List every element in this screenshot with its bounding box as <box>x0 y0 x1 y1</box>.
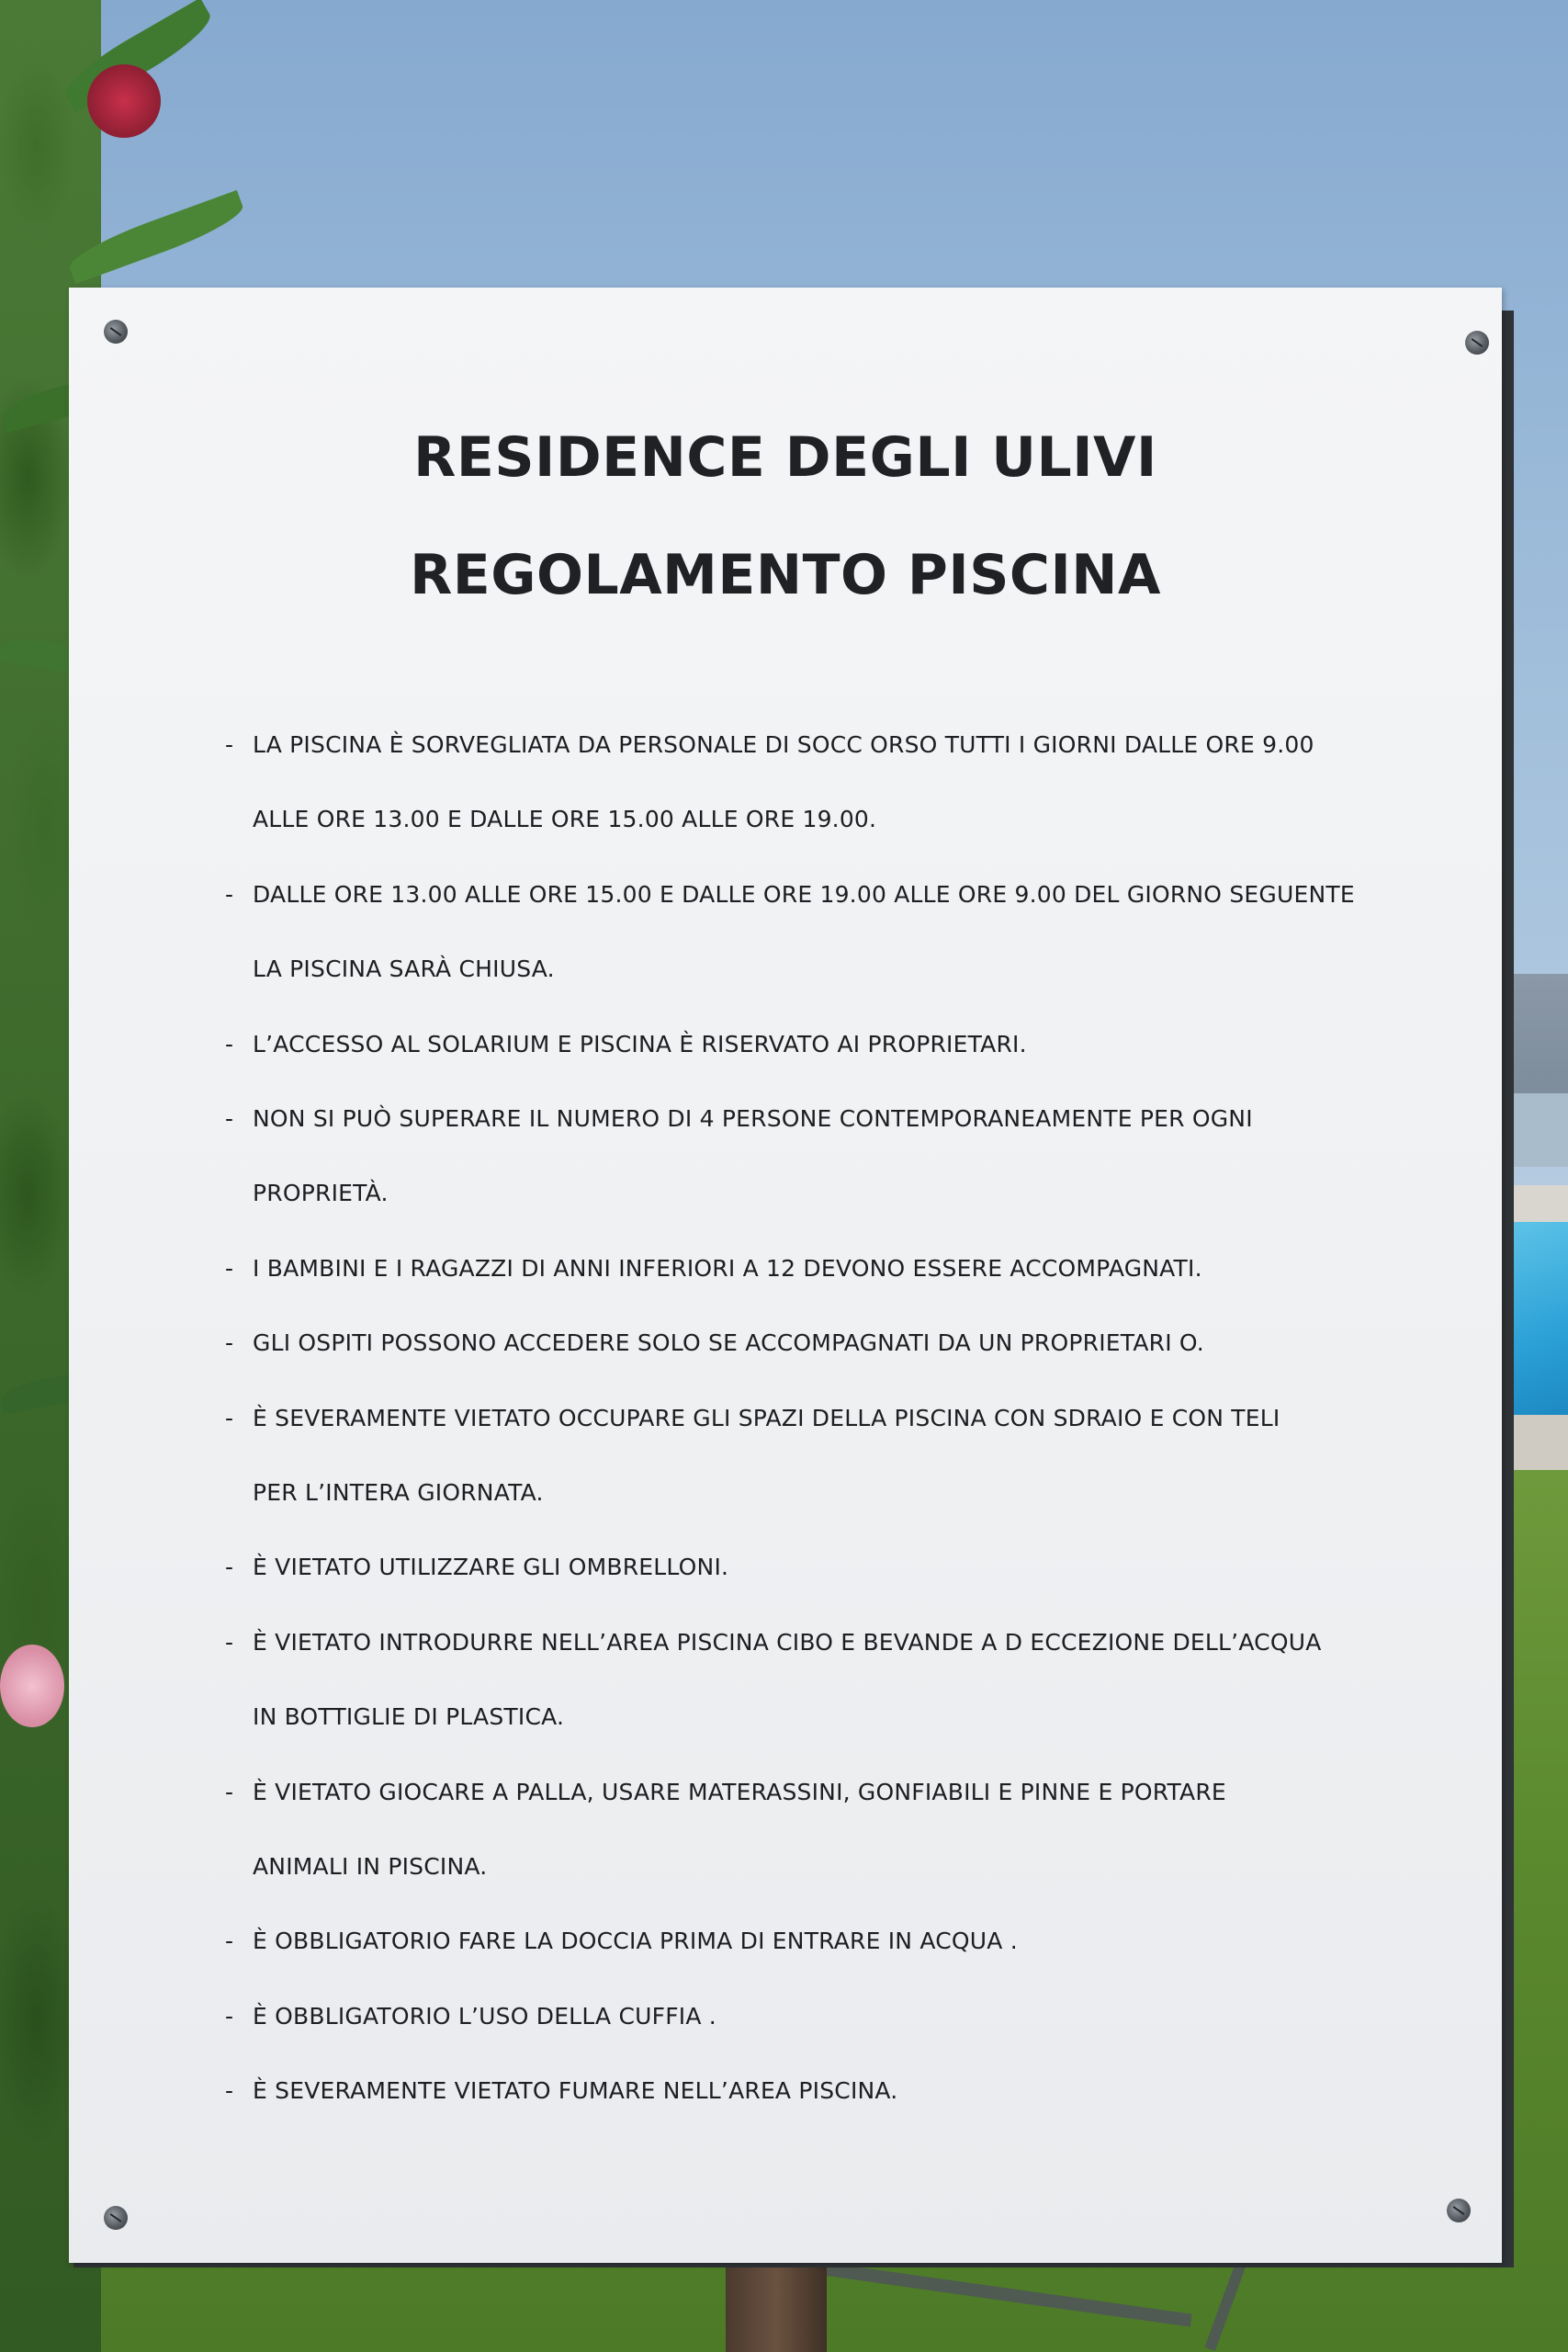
oleander-flower <box>87 64 161 138</box>
rule-text-line: IN BOTTIGLIE DI PLASTICA. <box>253 1703 565 1731</box>
rule-text-line: PROPRIETÀ. <box>253 1180 389 1207</box>
rule-text-line: ALLE ORE 13.00 E DALLE ORE 15.00 ALLE ORE 19.00. <box>253 806 877 833</box>
rule-text-line: NON SI PUÒ SUPERARE IL NUMERO DI 4 PERSONE CONTEMPORANEAMENTE PER OGNI <box>253 1105 1253 1132</box>
rule-text-line: È OBBLIGATORIO FARE LA DOCCIA PRIMA DI ENTRARE IN ACQUA . <box>253 1928 1018 1955</box>
screw-icon <box>1465 331 1489 355</box>
rule-text-line: GLI OSPITI POSSONO ACCEDERE SOLO SE ACCOMPAGNATI DA UN PROPRIETARI O. <box>253 1329 1204 1357</box>
rule-text-line: È SEVERAMENTE VIETATO FUMARE NELL’AREA PISCINA. <box>253 2077 898 2105</box>
pool-rules-sign <box>69 288 1502 2263</box>
rule-bullet: - <box>225 1030 234 1057</box>
rule-text-line: È SEVERAMENTE VIETATO OCCUPARE GLI SPAZI DELLA PISCINA CON SDRAIO E CON TELI <box>253 1404 1280 1431</box>
sign-title-residence: RESIDENCE DEGLI ULIVI <box>413 425 1157 490</box>
screw-icon <box>1447 2199 1471 2222</box>
rule-bullet: - <box>225 1404 234 1431</box>
screw-icon <box>104 2206 128 2230</box>
rule-text-line: È VIETATO UTILIZZARE GLI OMBRELLONI. <box>253 1554 729 1581</box>
oleander-flower <box>0 1645 64 1727</box>
rule-bullet: - <box>225 1928 234 1955</box>
rule-text-line: I BAMBINI E I RAGAZZI DI ANNI INFERIORI A 12 DEVONO ESSERE ACCOMPAGNATI. <box>253 1254 1202 1282</box>
rule-bullet: - <box>225 880 234 908</box>
screw-icon <box>104 320 128 344</box>
rule-text-line: È VIETATO GIOCARE A PALLA, USARE MATERASSINI, GONFIABILI E PINNE E PORTARE <box>253 1778 1226 1805</box>
rule-text-line: L’ACCESSO AL SOLARIUM E PISCINA È RISERVATO AI PROPRIETARI. <box>253 1030 1027 1057</box>
rule-bullet: - <box>225 1628 234 1656</box>
rule-bullet: - <box>225 731 234 758</box>
rule-bullet: - <box>225 1105 234 1132</box>
rule-bullet: - <box>225 2077 234 2105</box>
rule-text-line: DALLE ORE 13.00 ALLE ORE 15.00 E DALLE ORE 19.00 ALLE ORE 9.00 DEL GIORNO SEGUENTE <box>253 880 1355 908</box>
rule-bullet: - <box>225 2002 234 2030</box>
rule-text-line: ANIMALI IN PISCINA. <box>253 1853 488 1880</box>
rule-bullet: - <box>225 1254 234 1282</box>
rule-text-line: È VIETATO INTRODURRE NELL’AREA PISCINA CIBO E BEVANDE A D ECCEZIONE DELL’ACQUA <box>253 1628 1322 1656</box>
rule-bullet: - <box>225 1778 234 1805</box>
sign-title-regolamento: REGOLAMENTO PISCINA <box>410 543 1161 607</box>
rule-text-line: LA PISCINA È SORVEGLIATA DA PERSONALE DI SOCC ORSO TUTTI I GIORNI DALLE ORE 9.00 <box>253 731 1314 758</box>
rule-bullet: - <box>225 1329 234 1357</box>
rule-text-line: PER L’INTERA GIORNATA. <box>253 1479 544 1506</box>
rule-text-line: LA PISCINA SARÀ CHIUSA. <box>253 956 555 983</box>
rule-bullet: - <box>225 1554 234 1581</box>
rule-text-line: È OBBLIGATORIO L’USO DELLA CUFFIA . <box>253 2002 716 2030</box>
